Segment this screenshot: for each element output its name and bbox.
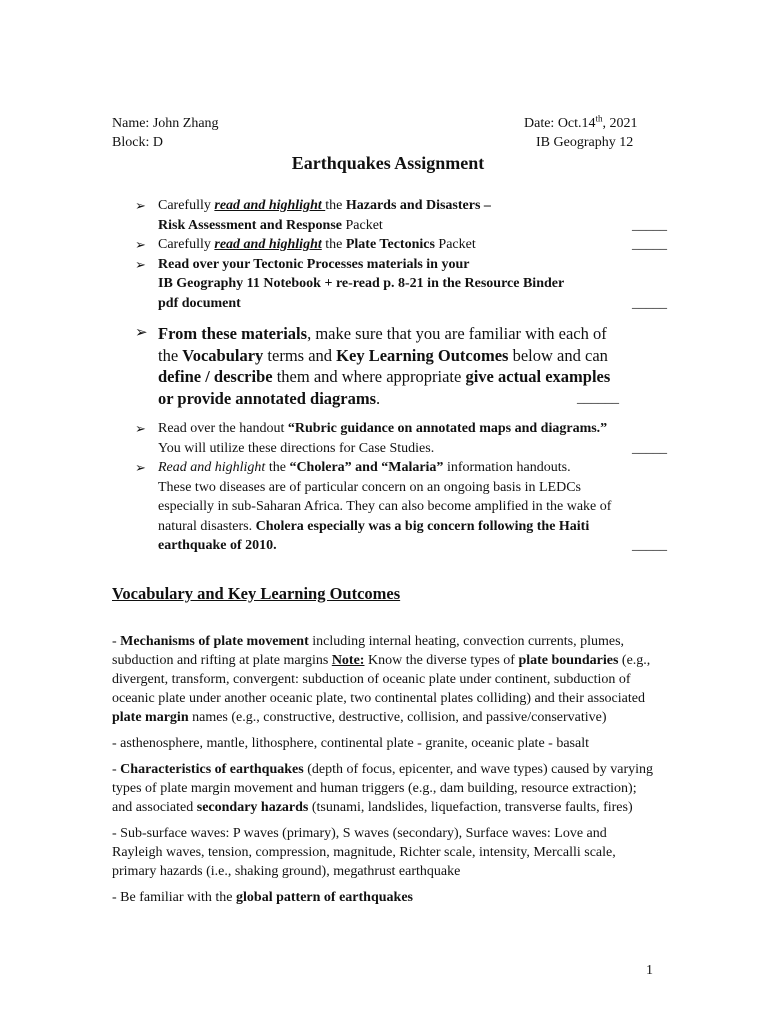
arrowhead-bullet-icon: ➢	[135, 421, 146, 436]
page-number: 1	[646, 963, 653, 978]
checkoff-blank: _____	[632, 538, 667, 553]
task-item: ➢ Read and highlight the “Cholera” and “Malaria” information handouts. These two diseases are of particular concern on an ongoing basis in LEDCs especially in sub-Saharan Africa. They can also become amplified in the wake of natural disasters. Cholera especially was a big concern following the Haiti earthquake of 2010. _____	[135, 458, 655, 556]
vocab-paragraph: - Be familiar with the global pattern of earthquakes	[112, 890, 413, 905]
task-item: ➢ Read over the handout “Rubric guidance on annotated maps and diagrams.” You will utilize these directions for Case Studies. _____	[135, 419, 655, 458]
task-list	[135, 196, 667, 556]
vocab-paragraph: - asthenosphere, mantle, lithosphere, continental plate - granite, oceanic plate - basalt	[112, 736, 589, 751]
course-label: IB Geography 12	[536, 135, 634, 150]
arrowhead-bullet-icon: ➢	[135, 198, 146, 213]
block-label: Block: D	[112, 135, 163, 150]
page-title: Earthquakes Assignment	[291, 153, 485, 173]
task-item: ➢ Carefully read and highlight the Plate Tectonics Packet _____	[135, 235, 655, 255]
date-label: Date: Oct.14th, 2021	[524, 113, 638, 131]
arrowhead-bullet-icon: ➢	[135, 256, 146, 272]
task-item: ➢ Read over your Tectonic Processes materials in your IB Geography 11 Notebook + re-read p. 8-21 in the Resource Binder pdf document _____	[135, 255, 655, 314]
student-name: Name: John Zhang	[112, 116, 219, 131]
vocab-paragraph: - Sub-surface waves: P waves (primary), S waves (secondary), Surface waves: Love and Rayleigh waves, tension, compression, magnitude, Richter scale, intensity, Mercalli scale, primary hazards (i.e., shaking ground), megathrust earthquake	[112, 826, 616, 879]
vocab-paragraph: - Mechanisms of plate movement including internal heating, convection currents, plumes, subduction and rifting at plate margins Note: Know the diverse types of plate boundaries (e.g., divergent, transform, convergent: subduction of oceanic plate under continent, subduction of oceanic plate under another oceanic plate, two continental plates colliding) and their associated plate margin names (e.g., constructive, destructive, collision, and passive/conservative)	[112, 634, 651, 725]
checkoff-blank: _____	[632, 295, 667, 311]
arrowhead-bullet-icon: ➢	[135, 460, 146, 475]
checkoff-blank: ______	[577, 390, 619, 406]
vocab-list	[112, 632, 660, 914]
checkoff-blank: _____	[632, 440, 667, 456]
arrowhead-bullet-icon: ➢	[135, 325, 148, 341]
section-title: Vocabulary and Key Learning Outcomes	[112, 584, 401, 603]
task-item: ➢ Carefully read and highlight the Hazards and Disasters – Risk Assessment and Response Packet _____	[135, 196, 655, 235]
checkoff-blank: _____	[632, 237, 667, 252]
task-item-main: ➢ From these materials, make sure that you are familiar with each of the Vocabulary terms and Key Learning Outcomes below and can define / describe them and where appropriate give actual examples or provide annotated diagrams. ______	[135, 324, 619, 408]
arrowhead-bullet-icon: ➢	[135, 237, 146, 252]
vocab-paragraph: - Characteristics of earthquakes (depth of focus, epicenter, and wave types) caused by varying types of plate margin movement and human triggers (e.g., dam building, resource extraction); and associated secondary hazards (tsunami, landslides, liquefaction, transverse faults, fires)	[112, 762, 654, 815]
checkoff-blank: _____	[632, 217, 667, 233]
